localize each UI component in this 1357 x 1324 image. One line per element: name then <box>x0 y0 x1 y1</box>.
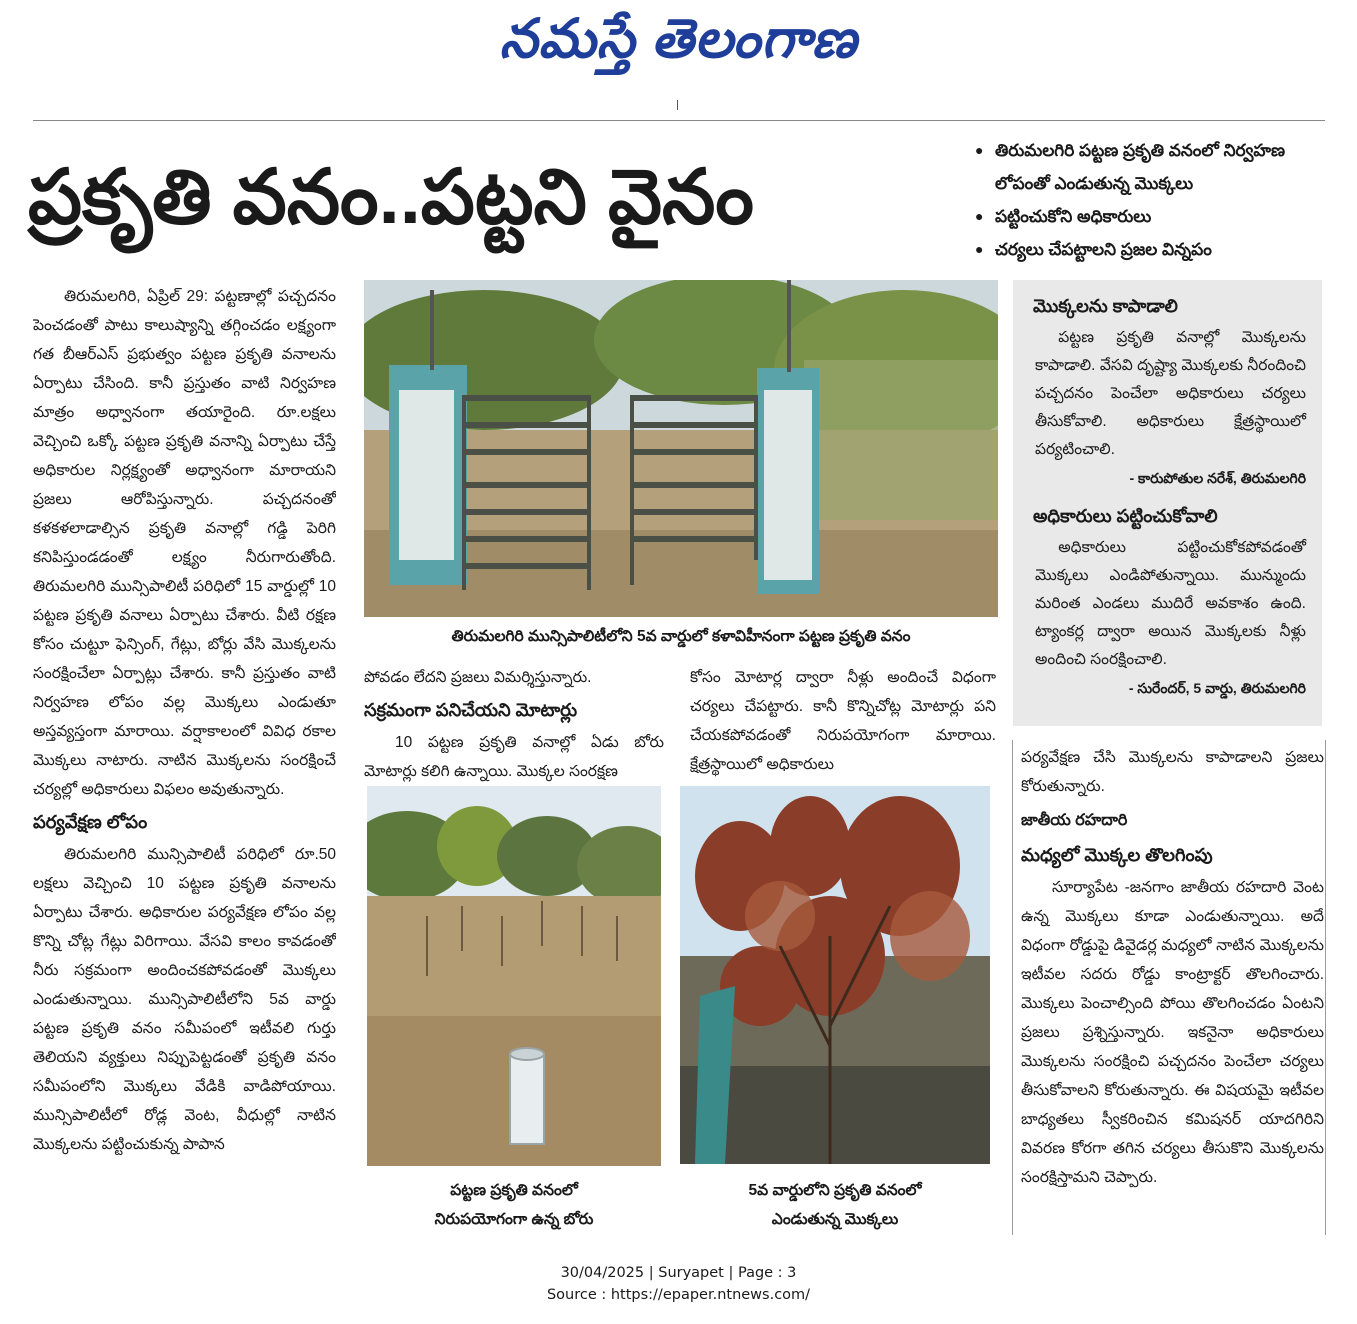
bullet-item: ● పట్టించుకోని అధికారులు <box>975 200 1335 233</box>
caption-line: పట్టణ ప్రకృతి వనంలో <box>450 1182 578 1199</box>
drying-plants-illustration <box>680 786 990 1164</box>
bullet-item: ● చర్యలు చేపట్టాలని ప్రజల విన్నపం <box>975 233 1335 266</box>
article-column-4 <box>1021 743 1324 1233</box>
caption-line: ఎండుతున్న మొక్కలు <box>771 1211 899 1228</box>
subheading-kicker: జాతీయ రహదారి <box>1021 812 1128 829</box>
park-gate-illustration <box>364 280 998 617</box>
quote-paragraph: పట్టణ ప్రకృతి వనాల్లో మొక్కలను కాపాడాలి. వేసవి దృష్ట్యా మొక్కలకు నీరందించి పచ్చదనం పెంచేలా అధికారులు చర్యలు తీసుకోవాలి. అధికారులు క్షేత్రస్థాయిలో పర్యటించాలి. <box>1035 329 1306 458</box>
article-paragraph: తిరుమలగిరి మున్సిపాలిటీ పరిధిలో రూ.50 లక్షలు వెచ్చించి 10 పట్టణ ప్రకృతి వనాలను ఏర్పాటు చేశారు. అధికారుల పర్యవేక్షణ లోపం వల్ల కొన్ని చోట్ల గేట్లు విరిగాయి. వేసవి కాలం కావడంతో నీరు సక్రమంగా అందించకపోవడంతో మొక్కలు ఎండుతున్నాయి. మున్సిపాలిటీలోని 5వ వార్డు పట్టణ ప్రకృతి వనం సమీపంలో ఇటీవలి గుర్తు తెలియని వ్యక్తులు నిప్పుపెట్టడంతో ప్రకృతి వనం సమీపంలోని మొక్కలు వేడికి వాడిపోయాయి. మున్సిపాలిటీలో రోడ్ల వెంట, వీధుల్లో నాటిన మొక్కలను పట్టించుకున్న పాపాన <box>33 846 336 1153</box>
article-paragraph: పోవడం లేదని ప్రజలు విమర్శిస్తున్నారు. <box>364 669 592 686</box>
photo-left-caption <box>367 1176 661 1234</box>
subheading: సక్రమంగా పనిచేయని మోటార్లు <box>364 700 578 720</box>
caption-line: 5వ వార్డులోని ప్రకృతి వనంలో <box>748 1182 922 1199</box>
quote-heading: అధికారులు పట్టించుకోవాలి <box>1033 506 1218 526</box>
article-paragraph: పర్యవేక్షణ చేసి మొక్కలను కాపాడాలని ప్రజలు కోరుతున్నారు. <box>1021 749 1324 795</box>
summary-bullets <box>975 134 1335 266</box>
masthead-logo: నమస్తే తెలంగాణ <box>499 9 858 69</box>
masthead-tick <box>677 100 678 110</box>
footer-edition-line: 30/04/2025 | Suryapet | Page : 3 <box>560 1265 797 1281</box>
subheading: మధ్యలో మొక్కల తొలగింపు <box>1021 845 1213 865</box>
bullet-item: ● తిరుమలగిరి పట్టణ ప్రకృతి వనంలో నిర్వహణ లోపంతో ఎండుతున్న మొక్కలు <box>975 134 1335 200</box>
quote-signature: - కారుపోతుల నరేశ్, తిరుమలగిరి <box>1129 470 1306 486</box>
article-column-2 <box>364 663 664 786</box>
photo-park-gate <box>364 280 998 617</box>
quote-text <box>1035 534 1306 674</box>
quotes-sidebox <box>1013 280 1322 726</box>
column-divider <box>1012 740 1013 1235</box>
photo-drying-plants <box>680 786 990 1164</box>
article-column-1 <box>33 282 336 1228</box>
photo-right-caption <box>680 1176 990 1234</box>
page-footer <box>0 1262 1357 1306</box>
subheading: పర్యవేక్షణ లోపం <box>33 812 148 832</box>
quote-text <box>1035 324 1306 464</box>
article-paragraph: సూర్యాపేట -జనగాం జాతీయ రహదారి వెంట ఉన్న మొక్కలు కూడా ఎండుతున్నాయి. అదే విధంగా రోడ్డుపై డివైడర్ల మధ్యలో నాటిన మొక్కలను ఇటీవల సదరు రోడ్డు కాంట్రాక్టర్ తొలగించారు. మొక్కలు పెంచాల్సింది పోయి తొలగించడం ఏంటని ప్రజలు ప్రశ్నిస్తున్నారు. ఇకనైనా అధికారులు మొక్కలను సంరక్షించి పచ్చదనం పెంచేలా చర్యలు తీసుకోవాలని కోరుతున్నారు. ఈ విషయమై ఇటీవల బాధ్యతలు స్వీకరించిన కమిషనర్ యాదగిరిని వివరణ కోరగా తగిన చర్యలు తీసుకొని మొక్కలను సంరక్షిస్తామని చెప్పారు. <box>1021 879 1324 1186</box>
photo-unused-bore <box>367 786 661 1166</box>
article-column-3 <box>690 663 996 779</box>
bore-illustration <box>367 786 661 1166</box>
quote-paragraph: అధికారులు పట్టించుకోకపోవడంతో మొక్కలు ఎండిపోతున్నాయి. మున్ముందు మరింత ఎండలు ముదిరే అవకాశం ఉంది. ట్యాంకర్ల ద్వారా అయిన మొక్కలకు నీళ్లు అందించి సంరక్షించాలి. <box>1035 539 1306 668</box>
article-paragraph: 10 పట్టణ ప్రకృతి వనాల్లో ఏడు బోరు మోటార్లు కలిగి ఉన్నాయి. మొక్కల సంరక్షణ <box>364 734 664 780</box>
quote-heading: మొక్కలను కాపాడాలి <box>1033 296 1178 316</box>
caption-line: నిరుపయోగంగా ఉన్న బోరు <box>434 1211 594 1228</box>
headline: ప్రకృతి వనం..పట్టని వైనం <box>28 155 754 240</box>
column-divider <box>1325 740 1326 1235</box>
footer-source-line: Source : https://epaper.ntnews.com/ <box>546 1287 811 1303</box>
article-paragraph: కోసం మోటార్ల ద్వారా నీళ్లు అందించే విధంగా చర్యలు చేపట్టారు. కానీ కొన్నిచోట్ల మోటార్లు పని చేయకపోవడంతో నిరుపయోగంగా మారాయి. క్షేత్రస్థాయిలో అధికారులు <box>690 669 996 773</box>
article-paragraph: తిరుమలగిరి, ఏప్రిల్ 29: పట్టణాల్లో పచ్చదనం పెంచడంతో పాటు కాలుష్యాన్ని తగ్గించడం లక్ష్యంగా గత బీఆర్ఎస్ ప్రభుత్వం పట్టణ ప్రకృతి వనాలను ఏర్పాటు చేసింది. కానీ ప్రస్తుతం వాటి నిర్వహణ మాత్రం అధ్వానంగా తయారైంది. రూ.లక్షలు వెచ్చించి ఒక్కో పట్టణ ప్రకృతి వనాన్ని ఏర్పాటు చేస్తే అధికారుల నిర్లక్ష్యంతో అధ్వానంగా మారాయని ప్రజలు ఆరోపిస్తున్నారు. పచ్చదనంతో కళకళలాడాల్సిన ప్రకృతి వనాల్లో గడ్డి పెరిగి కనిపిస్తుండడంతో లక్ష్యం నీరుగారుతోంది. తిరుమలగిరి మున్సిపాలిటీ పరిధిలో 15 వార్డుల్లో 10 పట్టణ ప్రకృతి వనాలు ఏర్పాటు చేశారు. వీటి రక్షణ కోసం చుట్టూ ఫెన్సింగ్, గేట్లు, బోర్లు వేసి మొక్కలను సంరక్షించేలా ఏర్పాట్లు చేశారు. కానీ ప్రస్తుతం వాటి నిర్వహణ లోపం వల్ల మొక్కలు ఎండుతూ అస్తవ్యస్తంగా మారాయి. వర్షాకాలంలో వివిధ రకాల మొక్కలు నాటారు. నాటిన మొక్కలను సంరక్షించే చర్యల్లో అధికారులు విఫలం అవుతున్నారు. <box>33 288 336 798</box>
header-rule <box>33 120 1325 121</box>
photo-main-caption: తిరుమలగిరి మున్సిపాలిటీలోని 5వ వార్డులో కళావిహీనంగా పట్టణ ప్రకృతి వనం <box>451 628 911 645</box>
quote-signature: - సురేందర్, 5 వార్డు, తిరుమలగిరి <box>1128 680 1306 696</box>
